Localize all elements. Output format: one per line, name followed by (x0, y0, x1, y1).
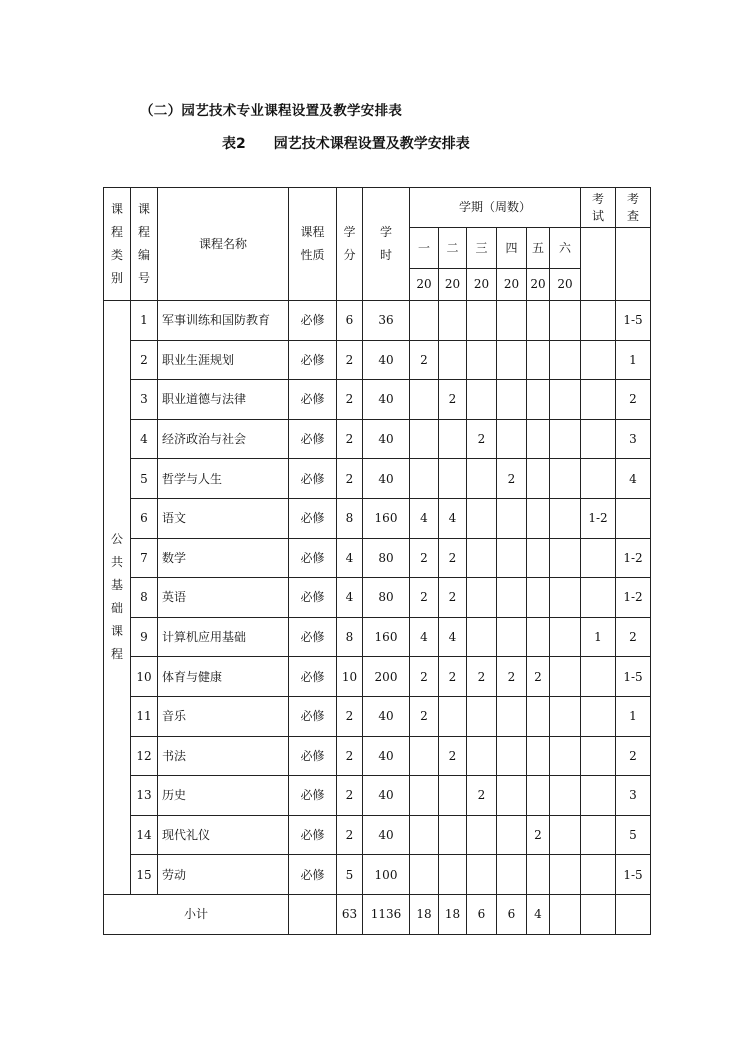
exam-terms (581, 736, 616, 776)
semester-hours-4 (497, 855, 527, 895)
course-nature: 必修 (289, 696, 337, 736)
check-terms: 5 (616, 815, 651, 855)
semester-hours-2 (439, 855, 467, 895)
course-number: 2 (131, 340, 158, 380)
exam-terms: 1-2 (581, 498, 616, 538)
table-row (104, 657, 651, 697)
semester-hours-4 (497, 419, 527, 459)
semester-hours-5 (527, 736, 550, 776)
semester-hours-4 (497, 696, 527, 736)
course-name: 职业道德与法律 (158, 380, 289, 420)
semester-hours-3: 2 (467, 419, 497, 459)
semester-hours-5 (527, 776, 550, 816)
semester-5: 五 (527, 228, 550, 269)
course-hours: 40 (363, 459, 410, 499)
weeks-1: 20 (410, 269, 439, 301)
weeks-3: 20 (467, 269, 497, 301)
semester-hours-2: 2 (439, 736, 467, 776)
subtotal-semester-5: 4 (527, 894, 550, 934)
semester-hours-3 (467, 498, 497, 538)
semester-hours-2 (439, 815, 467, 855)
semester-hours-4 (497, 776, 527, 816)
course-credits: 8 (337, 498, 363, 538)
course-credits: 2 (337, 380, 363, 420)
course-credits: 2 (337, 696, 363, 736)
semester-hours-4 (497, 617, 527, 657)
course-number: 9 (131, 617, 158, 657)
course-hours: 80 (363, 538, 410, 578)
semester-hours-5 (527, 380, 550, 420)
course-name: 职业生涯规划 (158, 340, 289, 380)
course-credits: 2 (337, 459, 363, 499)
semester-hours-4 (497, 736, 527, 776)
course-nature: 必修 (289, 419, 337, 459)
check-terms: 1 (616, 696, 651, 736)
semester-hours-1 (410, 419, 439, 459)
table-row (104, 696, 651, 736)
subtotal-credits: 63 (337, 894, 363, 934)
semester-hours-6 (550, 815, 581, 855)
semester-hours-6 (550, 459, 581, 499)
semester-hours-3: 2 (467, 776, 497, 816)
semester-hours-4 (497, 301, 527, 341)
table-row (104, 498, 651, 538)
table-row (104, 736, 651, 776)
table-row (104, 776, 651, 816)
course-hours: 40 (363, 815, 410, 855)
semester-hours-6 (550, 696, 581, 736)
exam-terms (581, 776, 616, 816)
header-category: 课程类别 (104, 188, 131, 301)
header-check: 考查 (616, 188, 651, 228)
weeks-6: 20 (550, 269, 581, 301)
semester-hours-6 (550, 380, 581, 420)
semester-hours-5 (527, 855, 550, 895)
section-title: （二）园艺技术专业课程设置及教学安排表 (140, 103, 403, 119)
exam-terms (581, 657, 616, 697)
semester-hours-3 (467, 301, 497, 341)
course-number: 4 (131, 419, 158, 459)
subtotal-semester-3: 6 (467, 894, 497, 934)
course-name: 劳动 (158, 855, 289, 895)
course-number: 6 (131, 498, 158, 538)
semester-hours-3 (467, 617, 497, 657)
semester-hours-1: 4 (410, 617, 439, 657)
check-terms: 2 (616, 380, 651, 420)
header-hours: 学时 (363, 188, 410, 301)
table-row (104, 459, 651, 499)
course-credits: 8 (337, 617, 363, 657)
course-nature: 必修 (289, 776, 337, 816)
course-credits: 2 (337, 340, 363, 380)
semester-hours-4 (497, 578, 527, 618)
semester-hours-3 (467, 459, 497, 499)
exam-terms (581, 815, 616, 855)
semester-hours-5 (527, 459, 550, 499)
semester-2: 二 (439, 228, 467, 269)
semester-hours-4 (497, 815, 527, 855)
course-credits: 2 (337, 776, 363, 816)
course-nature: 必修 (289, 459, 337, 499)
course-hours: 36 (363, 301, 410, 341)
course-number: 3 (131, 380, 158, 420)
semester-hours-5 (527, 498, 550, 538)
semester-hours-6 (550, 578, 581, 618)
course-hours: 80 (363, 578, 410, 618)
semester-hours-1: 4 (410, 498, 439, 538)
semester-hours-5: 2 (527, 815, 550, 855)
semester-4: 四 (497, 228, 527, 269)
course-name: 军事训练和国防教育 (158, 301, 289, 341)
semester-hours-3 (467, 815, 497, 855)
table-row (104, 340, 651, 380)
table-title: 园艺技术课程设置及教学安排表 (273, 136, 470, 152)
course-nature: 必修 (289, 657, 337, 697)
semester-hours-6 (550, 301, 581, 341)
course-nature: 必修 (289, 301, 337, 341)
course-number: 1 (131, 301, 158, 341)
semester-hours-2 (439, 459, 467, 499)
course-number: 5 (131, 459, 158, 499)
course-hours: 40 (363, 419, 410, 459)
semester-hours-2: 2 (439, 380, 467, 420)
semester-hours-1 (410, 736, 439, 776)
weeks-2: 20 (439, 269, 467, 301)
exam-terms (581, 459, 616, 499)
check-terms: 2 (616, 736, 651, 776)
table-row (104, 855, 651, 895)
semester-hours-6 (550, 340, 581, 380)
course-nature: 必修 (289, 617, 337, 657)
semester-hours-4 (497, 538, 527, 578)
check-terms: 3 (616, 419, 651, 459)
semester-hours-6 (550, 538, 581, 578)
table-row (104, 301, 651, 341)
course-name: 语文 (158, 498, 289, 538)
semester-hours-6 (550, 855, 581, 895)
table-row (104, 617, 651, 657)
check-terms: 3 (616, 776, 651, 816)
course-nature: 必修 (289, 340, 337, 380)
semester-hours-2: 2 (439, 657, 467, 697)
semester-hours-3 (467, 380, 497, 420)
header-credits: 学分 (337, 188, 363, 301)
check-terms: 1-5 (616, 657, 651, 697)
semester-hours-3 (467, 696, 497, 736)
semester-hours-3 (467, 340, 497, 380)
course-name: 体育与健康 (158, 657, 289, 697)
table-caption (222, 133, 470, 153)
semester-hours-1: 2 (410, 340, 439, 380)
semester-hours-3 (467, 855, 497, 895)
check-terms: 1 (616, 340, 651, 380)
semester-hours-2 (439, 696, 467, 736)
header-nature: 课程性质 (289, 188, 337, 301)
exam-terms (581, 855, 616, 895)
exam-terms: 1 (581, 617, 616, 657)
course-hours: 40 (363, 696, 410, 736)
semester-hours-4: 2 (497, 657, 527, 697)
table-number: 表2 (222, 136, 246, 152)
course-nature: 必修 (289, 736, 337, 776)
course-name: 哲学与人生 (158, 459, 289, 499)
course-number: 14 (131, 815, 158, 855)
course-hours: 100 (363, 855, 410, 895)
subtotal-semester-6 (550, 894, 581, 934)
semester-1: 一 (410, 228, 439, 269)
exam-terms (581, 380, 616, 420)
course-credits: 10 (337, 657, 363, 697)
semester-hours-1 (410, 380, 439, 420)
semester-hours-4 (497, 340, 527, 380)
semester-hours-1 (410, 301, 439, 341)
course-number: 15 (131, 855, 158, 895)
check-terms: 1-2 (616, 578, 651, 618)
subtotal-semester-4: 6 (497, 894, 527, 934)
semester-hours-1: 2 (410, 538, 439, 578)
semester-hours-4: 2 (497, 459, 527, 499)
semester-hours-2 (439, 419, 467, 459)
course-name: 书法 (158, 736, 289, 776)
semester-6: 六 (550, 228, 581, 269)
semester-hours-1: 2 (410, 696, 439, 736)
course-credits: 4 (337, 538, 363, 578)
course-number: 10 (131, 657, 158, 697)
exam-terms (581, 340, 616, 380)
semester-hours-4 (497, 498, 527, 538)
course-nature: 必修 (289, 538, 337, 578)
check-terms: 1-5 (616, 301, 651, 341)
semester-hours-6 (550, 736, 581, 776)
semester-hours-2: 4 (439, 498, 467, 538)
header-check-blank (616, 228, 651, 301)
weeks-5: 20 (527, 269, 550, 301)
semester-hours-2: 2 (439, 538, 467, 578)
semester-hours-2 (439, 340, 467, 380)
table-row (104, 578, 651, 618)
semester-hours-3 (467, 578, 497, 618)
semester-hours-6 (550, 498, 581, 538)
subtotal-semester-2: 18 (439, 894, 467, 934)
semester-hours-3 (467, 538, 497, 578)
course-nature: 必修 (289, 578, 337, 618)
course-number: 7 (131, 538, 158, 578)
course-name: 历史 (158, 776, 289, 816)
semester-hours-5 (527, 419, 550, 459)
course-hours: 160 (363, 498, 410, 538)
course-credits: 4 (337, 578, 363, 618)
course-credits: 2 (337, 815, 363, 855)
semester-hours-5 (527, 301, 550, 341)
course-rows (104, 301, 651, 935)
subtotal-check (616, 894, 651, 934)
course-credits: 2 (337, 736, 363, 776)
header-semester-group: 学期（周数） (410, 188, 581, 228)
check-terms (616, 498, 651, 538)
course-credits: 6 (337, 301, 363, 341)
semester-hours-1: 2 (410, 578, 439, 618)
exam-terms (581, 696, 616, 736)
semester-hours-1: 2 (410, 657, 439, 697)
semester-hours-1 (410, 815, 439, 855)
course-credits: 2 (337, 419, 363, 459)
course-hours: 200 (363, 657, 410, 697)
semester-hours-5 (527, 340, 550, 380)
semester-hours-2 (439, 776, 467, 816)
course-name: 经济政治与社会 (158, 419, 289, 459)
course-hours: 40 (363, 736, 410, 776)
semester-hours-6 (550, 657, 581, 697)
course-nature: 必修 (289, 380, 337, 420)
header-exam-blank (581, 228, 616, 301)
semester-hours-2 (439, 301, 467, 341)
semester-hours-5 (527, 538, 550, 578)
check-terms: 1-2 (616, 538, 651, 578)
subtotal-semester-1: 18 (410, 894, 439, 934)
semester-hours-2: 4 (439, 617, 467, 657)
exam-terms (581, 301, 616, 341)
semester-hours-1 (410, 776, 439, 816)
course-nature: 必修 (289, 855, 337, 895)
course-hours: 160 (363, 617, 410, 657)
course-name: 英语 (158, 578, 289, 618)
course-number: 8 (131, 578, 158, 618)
course-name: 现代礼仪 (158, 815, 289, 855)
subtotal-label: 小计 (104, 894, 289, 934)
course-name: 计算机应用基础 (158, 617, 289, 657)
course-nature: 必修 (289, 498, 337, 538)
subtotal-row (104, 894, 651, 934)
course-name: 音乐 (158, 696, 289, 736)
exam-terms (581, 578, 616, 618)
semester-hours-4 (497, 380, 527, 420)
exam-terms (581, 419, 616, 459)
table-row (104, 815, 651, 855)
check-terms: 2 (616, 617, 651, 657)
category-cell: 公共基础课程 (104, 301, 131, 895)
table-row (104, 419, 651, 459)
check-terms: 4 (616, 459, 651, 499)
semester-hours-3: 2 (467, 657, 497, 697)
semester-hours-2: 2 (439, 578, 467, 618)
course-name: 数学 (158, 538, 289, 578)
course-number: 12 (131, 736, 158, 776)
semester-hours-5 (527, 696, 550, 736)
semester-hours-6 (550, 617, 581, 657)
course-hours: 40 (363, 340, 410, 380)
course-hours: 40 (363, 380, 410, 420)
course-number: 13 (131, 776, 158, 816)
subtotal-hours: 1136 (363, 894, 410, 934)
semester-hours-3 (467, 736, 497, 776)
header-code: 课程编号 (131, 188, 158, 301)
header-exam: 考试 (581, 188, 616, 228)
subtotal-exam (581, 894, 616, 934)
course-schedule-table (103, 187, 651, 935)
table-row (104, 538, 651, 578)
check-terms: 1-5 (616, 855, 651, 895)
semester-hours-5: 2 (527, 657, 550, 697)
semester-hours-6 (550, 419, 581, 459)
table-row (104, 380, 651, 420)
course-nature: 必修 (289, 815, 337, 855)
course-number: 11 (131, 696, 158, 736)
exam-terms (581, 538, 616, 578)
semester-hours-6 (550, 776, 581, 816)
course-hours: 40 (363, 776, 410, 816)
weeks-4: 20 (497, 269, 527, 301)
semester-hours-1 (410, 855, 439, 895)
header-course-name: 课程名称 (158, 188, 289, 301)
semester-hours-5 (527, 578, 550, 618)
semester-hours-1 (410, 459, 439, 499)
semester-3: 三 (467, 228, 497, 269)
semester-hours-5 (527, 617, 550, 657)
subtotal-nature (289, 894, 337, 934)
course-credits: 5 (337, 855, 363, 895)
